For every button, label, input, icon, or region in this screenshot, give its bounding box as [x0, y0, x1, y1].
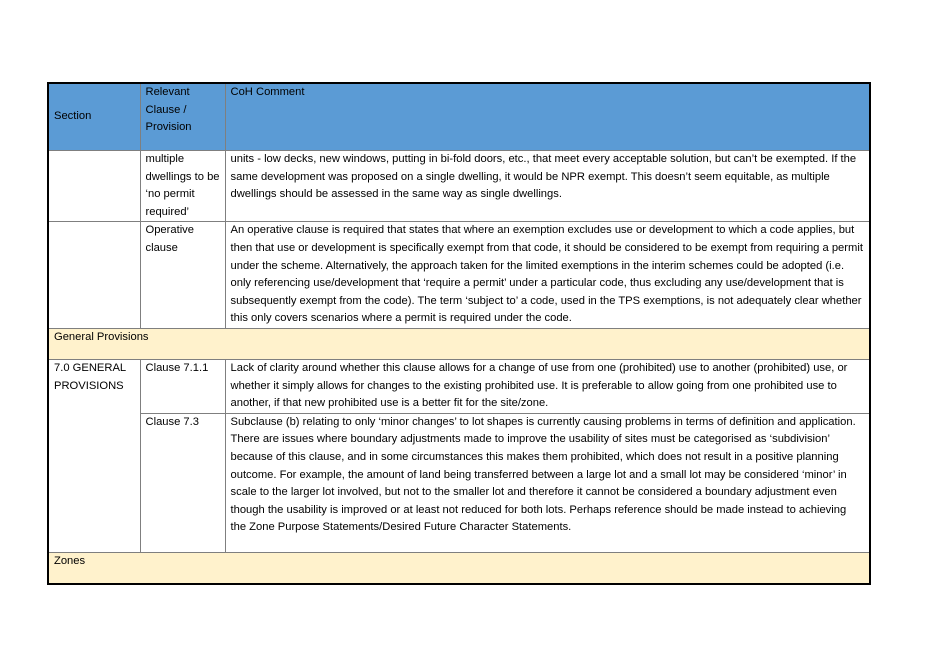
comment-cell: Lack of clarity around whether this clause allows for a change of use from one (prohibited) use to another (prohibited) use, or whether it simply allows for changes to the existing prohibited use. It is preferable to allow going from one prohibited use to another, if that new prohibited use is a better fit for the site/zone. [225, 359, 870, 413]
section-cell [48, 222, 140, 329]
clause-cell: Clause 7.1.1 [140, 359, 225, 413]
table-row [48, 222, 870, 329]
comment-cell: units - low decks, new windows, putting in bi-fold doors, etc., that meet every acceptable solution, but can’t be exempted. If the same development was proposed on a single dwelling, it would be NPR exempt. This doesn’t seem equitable, as multiple dwellings should be assessed in the same way as single dwellings. [225, 151, 870, 222]
table-row [48, 359, 870, 413]
clause-cell: Operative clause [140, 222, 225, 329]
comment-cell: Subclause (b) relating to only ‘minor changes’ to lot shapes is currently causing problems in terms of definition and application. There are issues where boundary adjustments made to improve the usability of sites must be categorised as ‘subdivision’ because of this clause, and in some circumstances this makes them prohibited, which does not result in a positive planning outcome. For example, the amount of land being transferred between a large lot and a small lot may be considered ‘minor’ in scale to the larger lot involved, but not to the smaller lot and therefore it cannot be considered a boundary adjustment even though the usability is improved or at least not reduced for both lots. Perhaps reference should be made instead to achieving the Zone Purpose Statements/Desired Future Character Statements. [225, 413, 870, 552]
comment-cell: An operative clause is required that states that where an exemption excludes use or development to which a code applies, but then that use or development is specifically exempt from that code, it should be considered to be exempt from requiring a permit under the scheme. Alternatively, the approach taken for the limited exemptions in the interim schemes could be adopted (i.e. only referencing use/development that ‘require a permit’ under a particular code, thus excluding any use/development that is subsequently exempt from the code). The term ‘subject to’ a code, used in the TPS exemptions, is not adequately clear whether this only covers scenarios where a permit is required under the code. [225, 222, 870, 329]
section-heading-general: General Provisions [48, 328, 870, 359]
clause-cell: multiple dwellings to be ‘no permit required’ [140, 151, 225, 222]
section-cell-general: 7.0 GENERAL PROVISIONS [48, 359, 140, 552]
clause-cell: Clause 7.3 [140, 413, 225, 552]
table-row [48, 413, 870, 552]
section-heading-row [48, 552, 870, 584]
table-header-row [48, 83, 870, 151]
header-comment: CoH Comment [225, 83, 870, 151]
section-heading-row [48, 328, 870, 359]
header-section: Section [48, 83, 140, 151]
section-heading-zones: Zones [48, 552, 870, 584]
section-cell [48, 151, 140, 222]
header-clause: Relevant Clause / Provision [140, 83, 225, 151]
table-row [48, 151, 870, 222]
comments-table [47, 82, 871, 585]
